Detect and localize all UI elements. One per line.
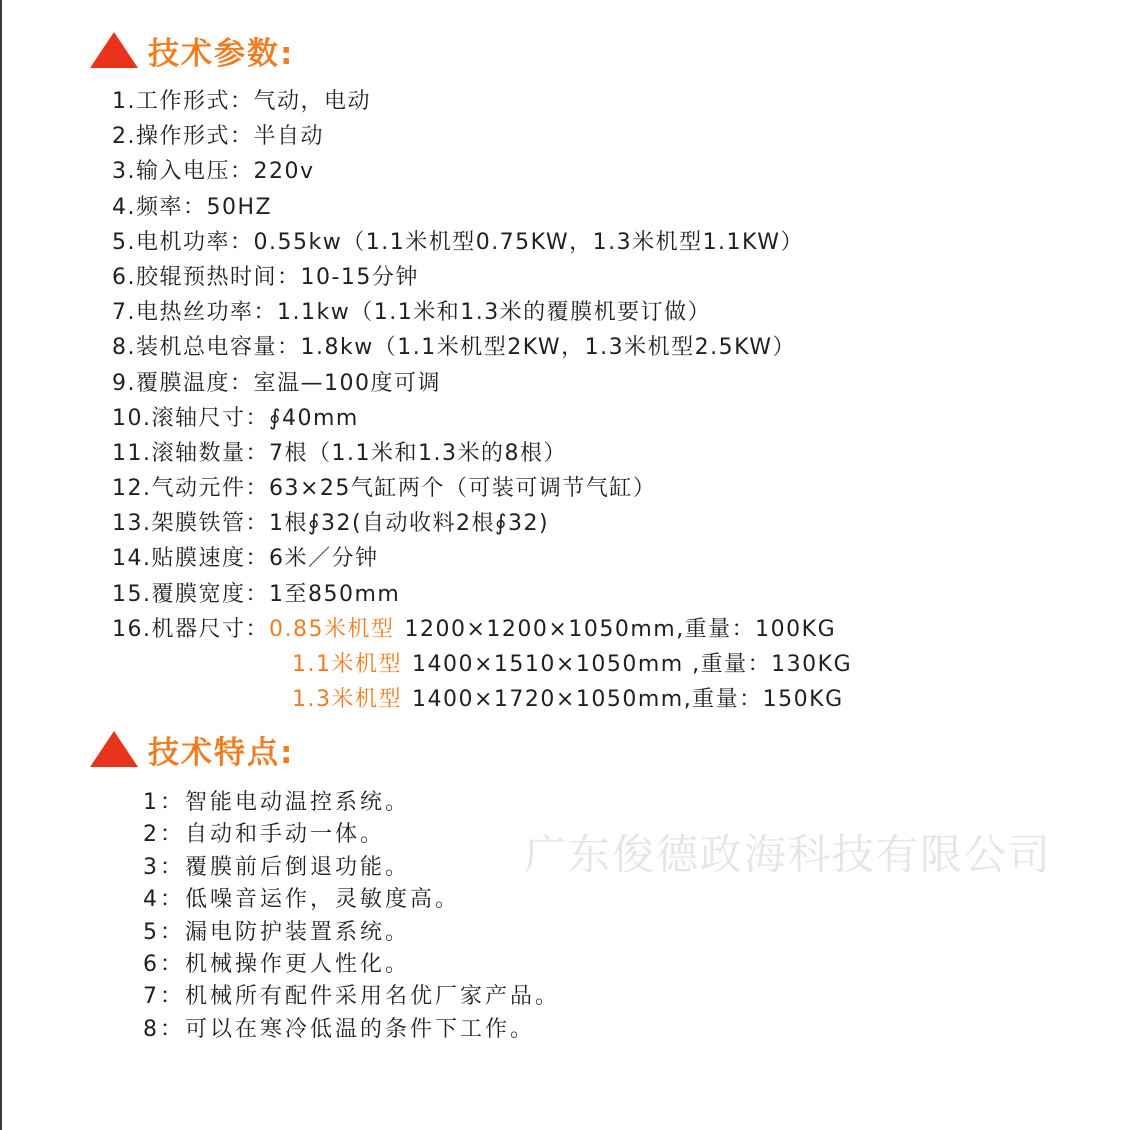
- feature-list: [143, 787, 560, 1046]
- spec-item: 1.工作形式：气动，电动: [112, 89, 371, 114]
- spec-item: 4.频率：50HZ: [112, 194, 273, 220]
- model-spec: 1400×1720×1050mm,重量：150KG: [412, 687, 844, 713]
- spec-item: 13.架膜铁管：1根∮32(自动收料2根∮32): [112, 511, 550, 537]
- feature-item: 4：低噪音运作，灵敏度高。: [143, 887, 460, 913]
- spec-list: [112, 84, 852, 717]
- model-name: 1.3米机型: [292, 687, 402, 713]
- model-spec: 1200×1200×1050mm,重量：100KG: [404, 616, 837, 642]
- spec-item: 11.滚轴数量：7根（1.1米和1.3米的8根）: [112, 440, 567, 466]
- model-spec: 1400×1510×1050mm ,重量：130KG: [412, 652, 853, 677]
- feature-item: 6：机械操作更人性化。: [143, 951, 410, 977]
- model-name: 1.1米机型: [292, 652, 402, 677]
- machine-size-row: [112, 612, 852, 647]
- heading-params-text: 技术参数:: [148, 35, 295, 72]
- page-left-border: [0, 0, 2, 1130]
- spec-item: 7.电热丝功率：1.1kw（1.1米和1.3米的覆膜机要订做）: [112, 300, 712, 326]
- company-watermark: 广东俊德政海科技有限公司: [524, 830, 1053, 879]
- spec-item: 14.贴膜速度：6米／分钟: [112, 546, 379, 572]
- spec-item: 6.胶辊预热时间：10-15分钟: [112, 264, 419, 290]
- model-name: 0.85米机型: [269, 616, 395, 642]
- spec-item: 2.操作形式：半自动: [112, 124, 324, 150]
- machine-size-row: [112, 647, 852, 682]
- section-heading-params: [90, 30, 294, 70]
- feature-item: 1：智能电动温控系统。: [143, 790, 410, 815]
- spec-item: 12.气动元件：63×25气缸两个（可装可调节气缸）: [112, 476, 657, 502]
- spec-item: 15.覆膜宽度：1至850mm: [112, 581, 401, 607]
- triangle-icon: [90, 731, 138, 767]
- feature-item: 2：自动和手动一体。: [143, 822, 385, 848]
- spec-item: 10.滚轴尺寸：∮40mm: [112, 405, 359, 431]
- triangle-icon: [90, 32, 138, 68]
- section-heading-features: [90, 729, 294, 769]
- feature-item: 8：可以在寒冷低温的条件下工作。: [143, 1016, 535, 1042]
- feature-item: 7：机械所有配件采用名优厂家产品。: [143, 984, 560, 1010]
- machine-size-row: [112, 682, 852, 717]
- heading-features-text: 技术特点:: [148, 734, 295, 771]
- machine-size-label: 16.机器尺寸：: [112, 616, 269, 642]
- spec-item: 3.输入电压：220v: [112, 159, 315, 185]
- feature-item: 5：漏电防护装置系统。: [143, 919, 410, 945]
- feature-item: 3：覆膜前后倒退功能。: [143, 854, 410, 880]
- spec-item: 8.装机总电容量：1.8kw（1.1米机型2KW，1.3米机型2.5KW）: [112, 335, 796, 361]
- spec-item: 9.覆膜温度：室温—100度可调: [112, 370, 441, 396]
- spec-item: 5.电机功率：0.55kw（1.1米机型0.75KW，1.3米机型1.1KW）: [112, 229, 804, 255]
